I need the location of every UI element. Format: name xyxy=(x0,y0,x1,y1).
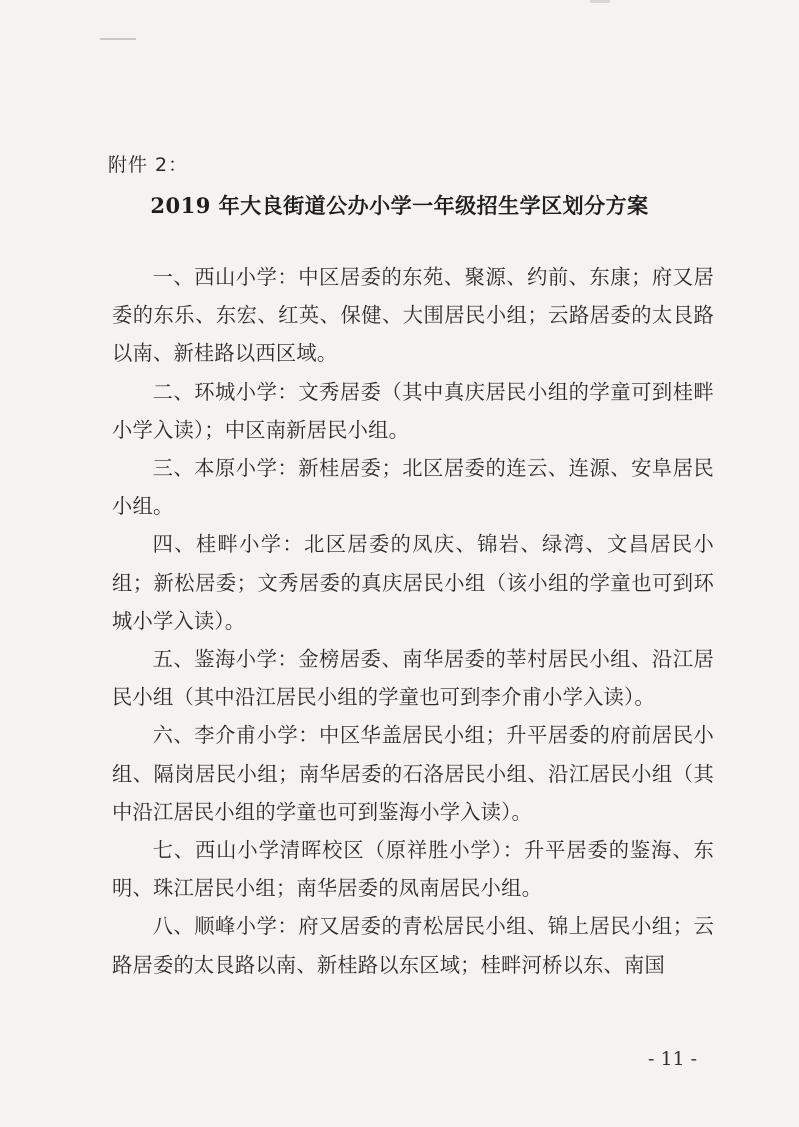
paragraph-lijiefu-school: 六、李介甫小学：中区华盖居民小组；升平居委的府前居民小组、隔岗居民小组；南华居委的石洛居民小组、沿江居民小组（其中沿江居民小组的学童也可到鉴海小学入读）。 xyxy=(112,723,714,824)
document-body xyxy=(112,258,714,984)
page-number: - 11 - xyxy=(648,1048,698,1070)
scan-mark xyxy=(100,38,136,40)
paragraph-qinghui-campus: 七、西山小学清晖校区（原祥胜小学）：升平居委的鉴海、东明、珠江居民小组；南华居委的凤南居民小组。 xyxy=(112,838,714,901)
paragraph-jianhai-school: 五、鉴海小学：金榜居委、南华居委的莘村居民小组、沿江居民小组（其中沿江居民小组的学童也可到李介甫小学入读）。 xyxy=(112,647,714,710)
scan-mark xyxy=(590,0,610,3)
paragraph-shunfeng-school: 八、顺峰小学：府又居委的青松居民小组、锦上居民小组；云路居委的太艮路以南、新桂路以东区域；桂畔河桥以东、南国 xyxy=(112,914,714,977)
document-title: 2019 年大良街道公办小学一年级招生学区划分方案 xyxy=(150,193,649,218)
paragraph-huancheng-school: 二、环城小学：文秀居委（其中真庆居民小组的学童可到桂畔小学入读）；中区南新居民小组。 xyxy=(112,379,714,442)
paragraph-benyuan-school: 三、本原小学：新桂居委；北区居委的连云、连源、安阜居民小组。 xyxy=(112,456,714,519)
paragraph-xishan-school: 一、西山小学：中区居委的东苑、聚源、约前、东康；府又居委的东乐、东宏、红英、保健、大围居民小组；云路居委的太艮路以南、新桂路以西区域。 xyxy=(112,265,714,366)
attachment-label: 附件 2： xyxy=(108,154,189,176)
paragraph-guipan-school: 四、桂畔小学：北区居委的凤庆、锦岩、绿湾、文昌居民小组；新松居委；文秀居委的真庆居民小组（该小组的学童也可到环城小学入读）。 xyxy=(112,532,714,633)
